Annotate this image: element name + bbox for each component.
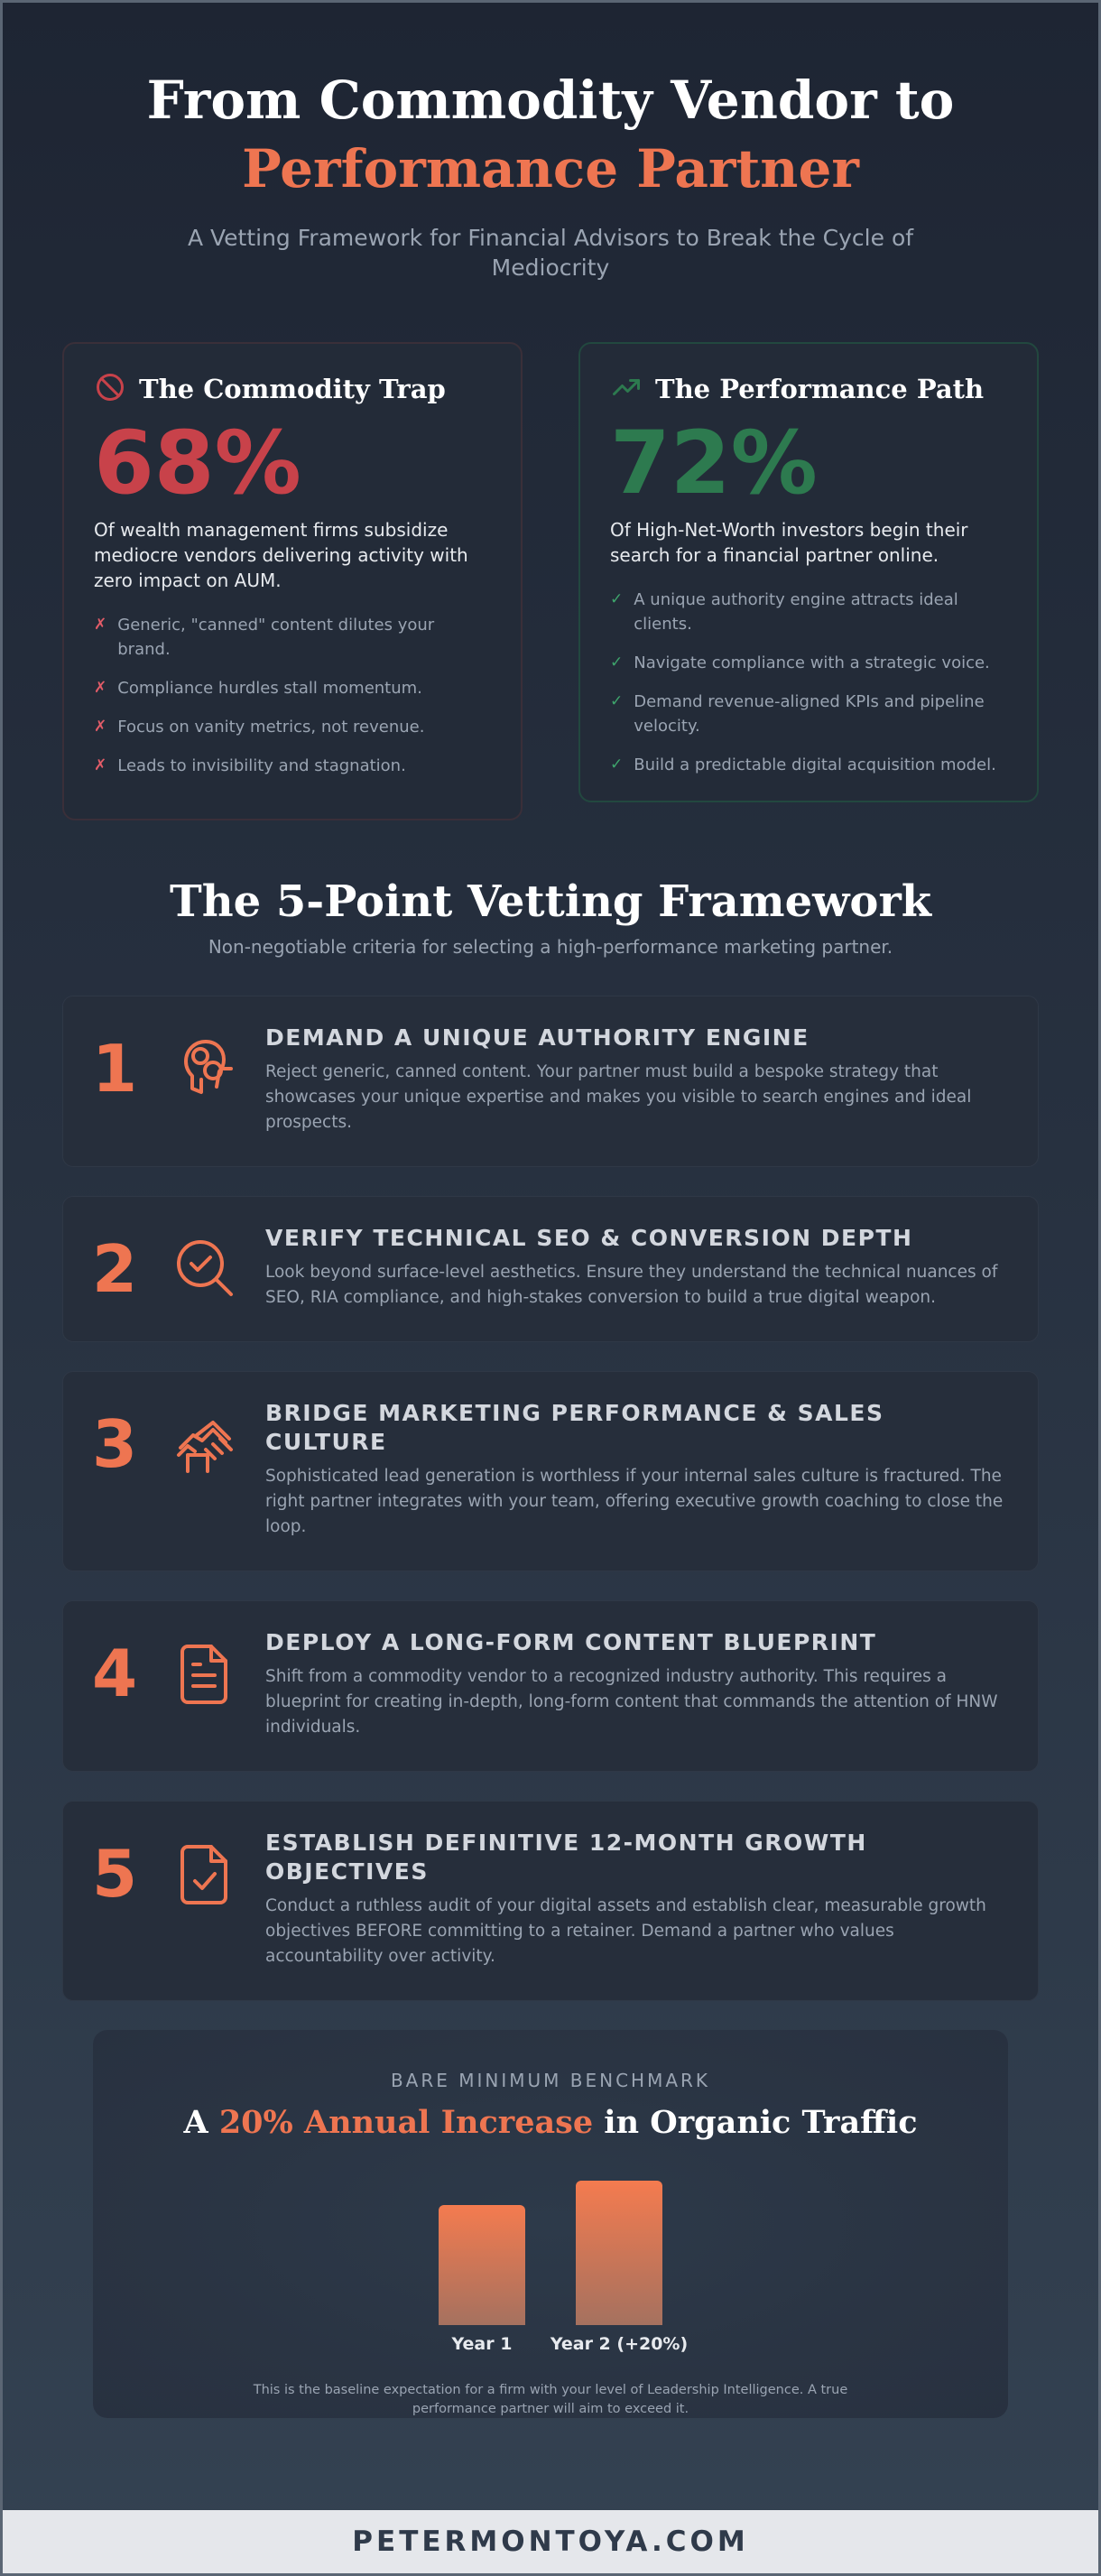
chart-category-label: Year 1: [451, 2334, 513, 2354]
list-item: [94, 715, 491, 739]
trend-up-icon: [610, 371, 643, 407]
step-text: Reject generic, canned content. Your partner must build a bespoke strategy that showcases your unique expertise and makes you visible to search engines and ideal prospects.: [265, 1062, 972, 1132]
cross-icon: ✗: [94, 679, 107, 697]
card-header: [94, 371, 491, 407]
list-item-text: Focus on vanity metrics, not revenue.: [117, 718, 425, 737]
brain-icon: [170, 1024, 253, 1105]
page-title: [3, 66, 1098, 203]
title-line-1: From Commodity Vendor to: [146, 69, 955, 131]
framework-header: [3, 875, 1098, 958]
step-number: 2: [92, 1231, 138, 1307]
step-number: 1: [92, 1031, 138, 1107]
title-line-2: Performance Partner: [242, 138, 859, 199]
step-title: BRIDGE MARKETING PERFORMANCE & SALES CULTURE: [265, 1400, 884, 1455]
framework-steps: [3, 996, 1098, 2001]
step-body: [253, 1399, 1005, 1540]
benchmark-headline: [93, 2104, 1008, 2141]
step-title: ESTABLISH DEFINITIVE 12-MONTH GROWTH OBJECTIVES: [265, 1830, 867, 1885]
card-title: The Commodity Trap: [139, 374, 446, 404]
list-item: [610, 753, 1007, 777]
chart-category-label: Year 2 (+20%): [550, 2334, 689, 2354]
headline-pre: A: [183, 2104, 219, 2141]
step-number: 4: [92, 1635, 138, 1711]
list-item: [610, 690, 1007, 738]
chart-bar: [439, 2205, 525, 2325]
step-body: [253, 1628, 1005, 1740]
trap-bullets: [94, 613, 491, 778]
step-title: DEMAND A UNIQUE AUTHORITY ENGINE: [265, 1024, 810, 1051]
headline-accent: 20% Annual Increase: [218, 2104, 594, 2141]
path-bullets: [610, 588, 1007, 777]
stat-value: 68%: [94, 412, 301, 514]
step-card-5: [62, 1801, 1039, 2001]
comparison-cards: [3, 342, 1098, 820]
step-text: Look beyond surface-level aesthetics. Ensure they understand the technical nuances of SEO, RIA compliance, and high-stakes conversion to build a true digital weapon.: [265, 1263, 998, 1307]
footer-brand: PETERMONTOYA.COM: [352, 2525, 749, 2558]
list-item: [94, 613, 491, 662]
cross-icon: ✗: [94, 616, 107, 634]
step-body: [253, 1224, 1005, 1311]
list-item: [94, 754, 491, 778]
step-body: [253, 1024, 1005, 1135]
stat-value: 72%: [610, 412, 818, 514]
list-item-text: A unique authority engine attracts ideal clients.: [634, 590, 958, 634]
stat-description: Of wealth management firms subsidize mediocre vendors delivering activity with zero impact on AUM.: [94, 519, 468, 591]
chart-bar: [576, 2181, 662, 2325]
search-check-icon: [170, 1224, 253, 1305]
step-text: Conduct a ruthless audit of your digital assets and establish clear, measurable growth objectives BEFORE committing to a retainer. Demand a partner who values accountability over activity.: [265, 1896, 986, 1966]
performance-path-card: [578, 342, 1039, 802]
step-title: VERIFY TECHNICAL SEO & CONVERSION DEPTH: [265, 1225, 913, 1251]
check-icon: ✓: [610, 590, 624, 608]
step-number: 5: [92, 1836, 138, 1912]
traffic-bar-chart: [370, 2154, 731, 2361]
commodity-trap-card: [62, 342, 523, 820]
list-item-text: Leads to invisibility and stagnation.: [117, 756, 406, 775]
step-number: 3: [92, 1406, 138, 1482]
list-item-text: Compliance hurdles stall momentum.: [117, 679, 422, 698]
section-title: The 5-Point Vetting Framework: [170, 876, 931, 927]
benchmark-note: This is the baseline expectation for a firm with your level of Leadership Intelligence. A true performance partner will aim to exceed it.: [253, 2383, 848, 2416]
page-subtitle: A Vetting Framework for Financial Advisors to Break the Cycle of Mediocrity: [187, 225, 914, 281]
headline-post: in Organic Traffic: [593, 2104, 918, 2141]
list-item-text: Navigate compliance with a strategic voice.: [634, 653, 990, 672]
file-check-icon: [170, 1829, 253, 1910]
ban-icon: [94, 371, 126, 407]
handshake-icon: [170, 1399, 253, 1480]
cross-icon: ✗: [94, 756, 107, 774]
stat-description: Of High-Net-Worth investors begin their search for a financial partner online.: [610, 519, 968, 566]
step-card-1: [62, 996, 1039, 1167]
document-icon: [170, 1628, 253, 1710]
step-body: [253, 1829, 1005, 1969]
step-card-3: [62, 1371, 1039, 1571]
step-card-4: [62, 1600, 1039, 1772]
list-item-text: Build a predictable digital acquisition model.: [634, 755, 996, 774]
step-title: DEPLOY A LONG-FORM CONTENT BLUEPRINT: [265, 1629, 877, 1655]
list-item: [610, 588, 1007, 636]
step-text: Sophisticated lead generation is worthless if your internal sales culture is fractured. The right partner integrates with your team, offering executive growth coaching to close the loop.: [265, 1467, 1004, 1536]
step-text: Shift from a commodity vendor to a recognized industry authority. This requires a blueprint for creating in-depth, long-form content that commands the attention of HNW individuals.: [265, 1667, 998, 1737]
hero: [3, 3, 1098, 283]
check-icon: ✓: [610, 692, 624, 710]
card-title: The Performance Path: [655, 374, 985, 404]
list-item-text: Generic, "canned" content dilutes your brand.: [117, 616, 435, 659]
check-icon: ✓: [610, 653, 624, 672]
list-item: [94, 676, 491, 700]
card-header: [610, 371, 1007, 407]
check-icon: ✓: [610, 755, 624, 774]
footer: [3, 2510, 1098, 2573]
benchmark-panel: [93, 2030, 1008, 2418]
step-card-2: [62, 1196, 1039, 1342]
list-item-text: Demand revenue-aligned KPIs and pipeline velocity.: [634, 692, 985, 736]
benchmark-kicker: BARE MINIMUM BENCHMARK: [390, 2070, 711, 2091]
section-subtitle: Non-negotiable criteria for selecting a high-performance marketing partner.: [208, 936, 893, 958]
cross-icon: ✗: [94, 718, 107, 736]
list-item: [610, 651, 1007, 675]
